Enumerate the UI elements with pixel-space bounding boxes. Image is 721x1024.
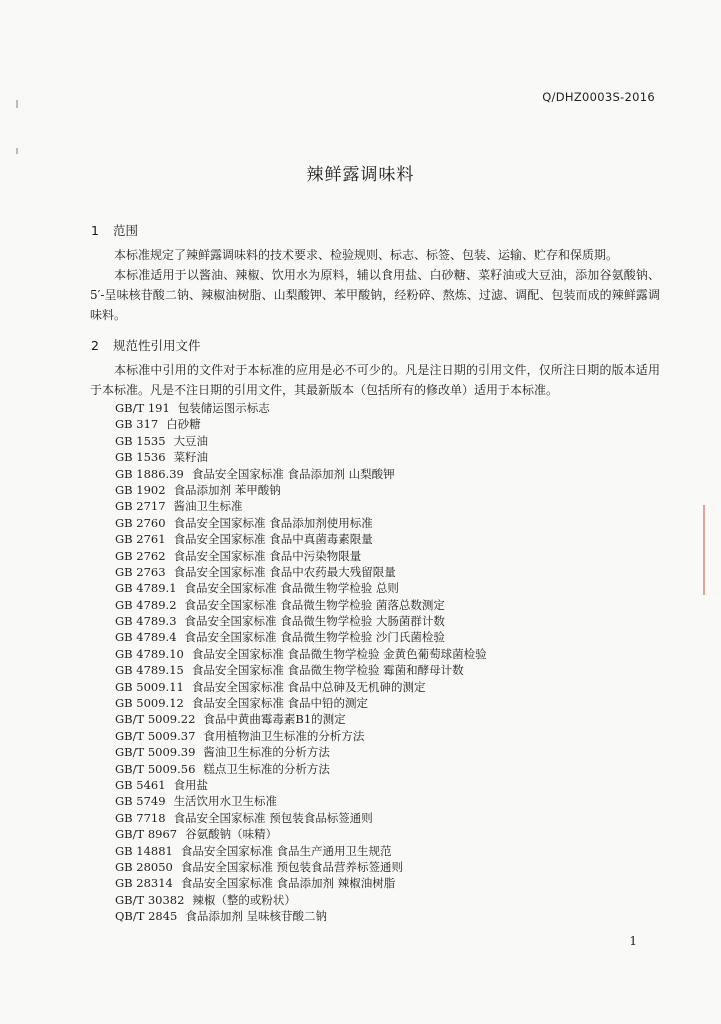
reference-item <box>115 662 675 678</box>
reference-title: 食品安全国家标准 预包装食品标签通则 <box>173 810 373 825</box>
reference-code: GB 4789.10 <box>115 646 184 661</box>
reference-code: GB 1536 <box>115 450 166 465</box>
reference-title: 食品安全国家标准 食品中总砷及无机砷的测定 <box>191 679 426 694</box>
reference-code: GB 5009.11 <box>115 679 184 694</box>
reference-title: 食品安全国家标准 食品生产通用卫生规范 <box>180 843 392 858</box>
reference-code: GB/T 8967 <box>115 827 178 842</box>
reference-item <box>115 793 675 809</box>
reference-code: GB 4789.3 <box>115 614 177 629</box>
reference-code: GB 28050 <box>115 859 173 874</box>
reference-code: GB/T 5009.56 <box>115 761 196 776</box>
reference-code: GB 5009.12 <box>115 696 184 711</box>
seal-stamp-edge <box>703 505 721 595</box>
reference-item <box>115 433 675 449</box>
reference-title: 酱油卫生标准 <box>173 499 243 514</box>
reference-list <box>115 400 675 925</box>
reference-item <box>115 859 675 875</box>
section-title: 范围 <box>113 223 139 238</box>
reference-title: 食品安全国家标准 食品微生物学检验 沙门氏菌检验 <box>184 630 445 645</box>
reference-code: GB 28314 <box>115 876 173 891</box>
reference-code: GB 1886.39 <box>115 466 184 481</box>
reference-code: GB 2763 <box>115 564 166 579</box>
reference-item <box>115 498 675 514</box>
reference-item <box>115 449 675 465</box>
reference-item <box>115 711 675 727</box>
reference-item <box>115 892 675 908</box>
paragraph: 本标准中引用的文件对于本标准的应用是必不可少的。凡是注日期的引用文件，仅所注日期的版本适用于本标准。凡是不注日期的引用文件，其最新版本（包括所有的修改单）适用于本标准。 <box>90 363 660 397</box>
reference-code: GB 4789.1 <box>115 581 177 596</box>
reference-item <box>115 695 675 711</box>
reference-title: 食品添加剂 苯甲酸钠 <box>173 482 281 497</box>
reference-title: 谷氨酸钠（味精） <box>185 827 278 842</box>
reference-title: 食品安全国家标准 食品中真菌毒素限量 <box>173 532 373 547</box>
reference-item <box>115 548 675 564</box>
reference-title: 食品安全国家标准 食品添加剂 山梨酸钾 <box>191 466 395 481</box>
reference-title: 辣椒（整的或粉状） <box>192 892 296 907</box>
reference-title: 食品安全国家标准 食品微生物学检验 菌落总数测定 <box>184 597 445 612</box>
reference-item <box>115 908 675 924</box>
reference-title: 包装储运图示标志 <box>177 401 270 415</box>
scan-mark <box>16 148 18 154</box>
reference-code: GB/T 5009.37 <box>115 728 196 743</box>
reference-item <box>115 597 675 613</box>
section-number: 2 <box>91 338 99 353</box>
reference-title: 食品安全国家标准 食品微生物学检验 霉菌和酵母计数 <box>191 663 464 678</box>
reference-title: 酱油卫生标准的分析方法 <box>203 745 330 760</box>
reference-title: 食品安全国家标准 食品微生物学检验 总则 <box>184 581 399 596</box>
reference-item <box>115 531 675 547</box>
reference-item <box>115 761 675 777</box>
reference-code: GB/T 30382 <box>115 892 185 907</box>
reference-title: 食品安全国家标准 食品中农药最大残留限量 <box>173 564 396 579</box>
reference-title: 糕点卫生标准的分析方法 <box>203 761 330 776</box>
reference-item <box>115 810 675 826</box>
reference-title: 食品安全国家标准 食品中铅的测定 <box>191 696 369 711</box>
reference-item <box>115 482 675 498</box>
reference-code: GB 5749 <box>115 794 166 809</box>
reference-title: 食品中黄曲霉毒素B1的测定 <box>203 712 346 727</box>
reference-title: 菜籽油 <box>173 450 209 465</box>
reference-item <box>115 613 675 629</box>
reference-item <box>115 728 675 744</box>
paragraph: 本标准规定了辣鲜露调味料的技术要求、检验规则、标志、标签、包装、运输、贮存和保质期。 <box>114 248 619 262</box>
reference-item <box>115 580 675 596</box>
reference-title: 食品安全国家标准 预包装食品营养标签通则 <box>180 859 404 874</box>
reference-item <box>115 843 675 859</box>
reference-title: 生活饮用水卫生标准 <box>173 794 278 809</box>
reference-title: 食用植物油卫生标准的分析方法 <box>203 728 365 743</box>
reference-code: GB 14881 <box>115 843 173 858</box>
reference-item <box>115 744 675 760</box>
document-title: 辣鲜露调味料 <box>306 165 415 185</box>
reference-item <box>115 564 675 580</box>
reference-item <box>115 646 675 662</box>
scan-mark <box>16 100 18 108</box>
reference-item <box>115 515 675 531</box>
reference-code: GB/T 5009.22 <box>115 712 196 727</box>
reference-title: 食用盐 <box>173 777 209 792</box>
section-heading-1 <box>91 221 138 239</box>
reference-code: GB 1902 <box>115 482 166 497</box>
section-title: 规范性引用文件 <box>113 338 201 353</box>
standard-code: Q/DHZ0003S-2016 <box>542 90 655 104</box>
reference-item <box>115 679 675 695</box>
reference-item <box>115 416 675 432</box>
reference-code: QB/T 2845 <box>115 909 178 924</box>
reference-title: 食品安全国家标准 食品中污染物限量 <box>173 548 362 563</box>
reference-code: GB 7718 <box>115 810 166 825</box>
reference-code: GB 1535 <box>115 433 166 448</box>
page-number: 1 <box>629 934 637 948</box>
reference-item <box>115 777 675 793</box>
reference-code: GB 2760 <box>115 515 166 530</box>
reference-title: 食品安全国家标准 食品微生物学检验 金黄色葡萄球菌检验 <box>191 646 487 661</box>
reference-title: 食品安全国家标准 食品微生物学检验 大肠菌群计数 <box>184 614 445 629</box>
reference-item <box>115 400 675 416</box>
paragraph: 本标准适用于以酱油、辣椒、饮用水为原料，辅以食用盐、白砂糖、菜籽油或大豆油，添加谷氨酸钠、5′-呈味核苷酸二钠、辣椒油树脂、山梨酸钾、苯甲酸钠，经粉碎、熬炼、过滤、调配、包装而成的辣鲜露调味料。 <box>90 268 660 322</box>
reference-title: 食品安全国家标准 食品添加剂使用标准 <box>173 515 373 530</box>
reference-code: GB 2762 <box>115 548 166 563</box>
reference-item <box>115 875 675 891</box>
section-heading-2 <box>91 336 201 354</box>
reference-title: 大豆油 <box>173 433 209 448</box>
reference-item <box>115 629 675 645</box>
reference-title: 食品添加剂 呈味核苷酸二钠 <box>185 909 328 924</box>
reference-code: GB 4789.2 <box>115 597 177 612</box>
reference-code: GB 317 <box>115 417 159 432</box>
reference-code: GB 4789.4 <box>115 630 177 645</box>
reference-code: GB/T 5009.39 <box>115 745 196 760</box>
reference-code: GB 2761 <box>115 532 166 547</box>
reference-code: GB 2717 <box>115 499 166 514</box>
section-number: 1 <box>91 223 99 238</box>
reference-item <box>115 466 675 482</box>
reference-item <box>115 826 675 842</box>
reference-title: 食品安全国家标准 食品添加剂 辣椒油树脂 <box>180 876 396 891</box>
reference-code: GB 4789.15 <box>115 663 184 678</box>
reference-code: GB 5461 <box>115 777 166 792</box>
reference-title: 白砂糖 <box>166 417 201 432</box>
reference-code: GB/T 191 <box>115 401 170 415</box>
